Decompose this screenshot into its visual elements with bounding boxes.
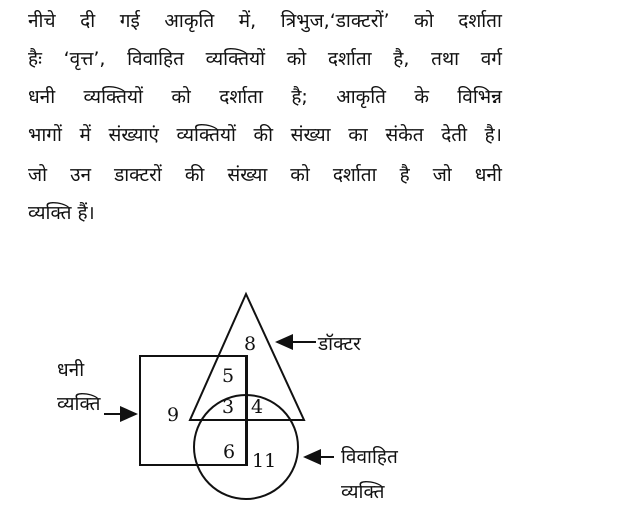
passage-word: की (253, 124, 274, 146)
passage-word: व्यक्तियों (176, 124, 236, 146)
passage-word: भागों (28, 124, 62, 146)
passage-word: जो (432, 164, 452, 186)
passage-word: के (414, 86, 429, 108)
passage-word: विभिन्न (457, 86, 502, 108)
passage-word: संख्याएं (108, 124, 159, 146)
passage-word: तथा (431, 48, 460, 70)
passage-word: धनी (28, 86, 56, 108)
passage-word: उन (70, 164, 92, 186)
passage-word: जो (28, 164, 48, 186)
passage-word: को (286, 48, 307, 70)
passage-word: को (171, 86, 191, 108)
passage-word: दर्शाता (458, 10, 502, 32)
passage-word: में (79, 124, 91, 146)
passage-word: विवाहित (127, 48, 184, 70)
passage-word: को (414, 10, 434, 32)
passage-word: दर्शाता (327, 48, 372, 70)
passage-word: आकृति (164, 10, 215, 32)
passage-word: में, (238, 10, 257, 32)
triangle-label: डॉक्टर (318, 333, 361, 355)
passage-word: दर्शाता (219, 86, 263, 108)
passage-word: डाक्टरों (114, 164, 162, 186)
passage-word: आकृति (336, 86, 386, 108)
passage-word: है; (291, 86, 308, 108)
passage-word: को (290, 164, 310, 186)
passage-word: हैं। (77, 202, 95, 224)
passage-word: व्यक्तियों (83, 86, 143, 108)
square-label-line2: व्यक्ति (57, 393, 101, 415)
passage-word: दर्शाता (332, 164, 377, 186)
region-square-circle: 6 (223, 441, 236, 463)
region-all-three: 3 (222, 396, 235, 418)
circle-label-line2: व्यक्ति (341, 481, 385, 503)
region-circle-only: 11 (252, 450, 277, 472)
passage-word: गई (119, 10, 140, 32)
region-triangle-circle: 4 (251, 396, 264, 418)
square-label-line1: धनी (57, 359, 85, 381)
passage-word: व्यक्तियों (205, 48, 266, 70)
passage-word: दी (80, 10, 96, 32)
passage-word: देती (441, 124, 468, 146)
passage-word: संकेत (385, 124, 424, 146)
passage-word: है, (393, 48, 410, 70)
passage-word: धनी (474, 164, 502, 186)
passage-word: संख्या (290, 124, 331, 146)
passage-word: नीचे (28, 10, 56, 32)
passage-word: व्यक्ति (28, 202, 72, 224)
region-triangle-square: 5 (222, 365, 235, 387)
passage-word: त्रिभुज,‘डाक्टरों’ (280, 10, 390, 32)
passage-word: ‘वृत्त’, (63, 48, 106, 70)
passage-word: है (399, 164, 410, 186)
passage-word: हैः (28, 48, 42, 70)
region-square-only: 9 (167, 404, 180, 426)
circle-label-line1: विवाहित (341, 446, 398, 468)
passage-word: वर्ग (480, 48, 502, 70)
passage-word: का (348, 124, 368, 146)
region-triangle-only: 8 (244, 333, 257, 355)
passage-word: की (184, 164, 205, 186)
passage-word: संख्या (227, 164, 268, 186)
passage-word: है। (484, 124, 502, 146)
